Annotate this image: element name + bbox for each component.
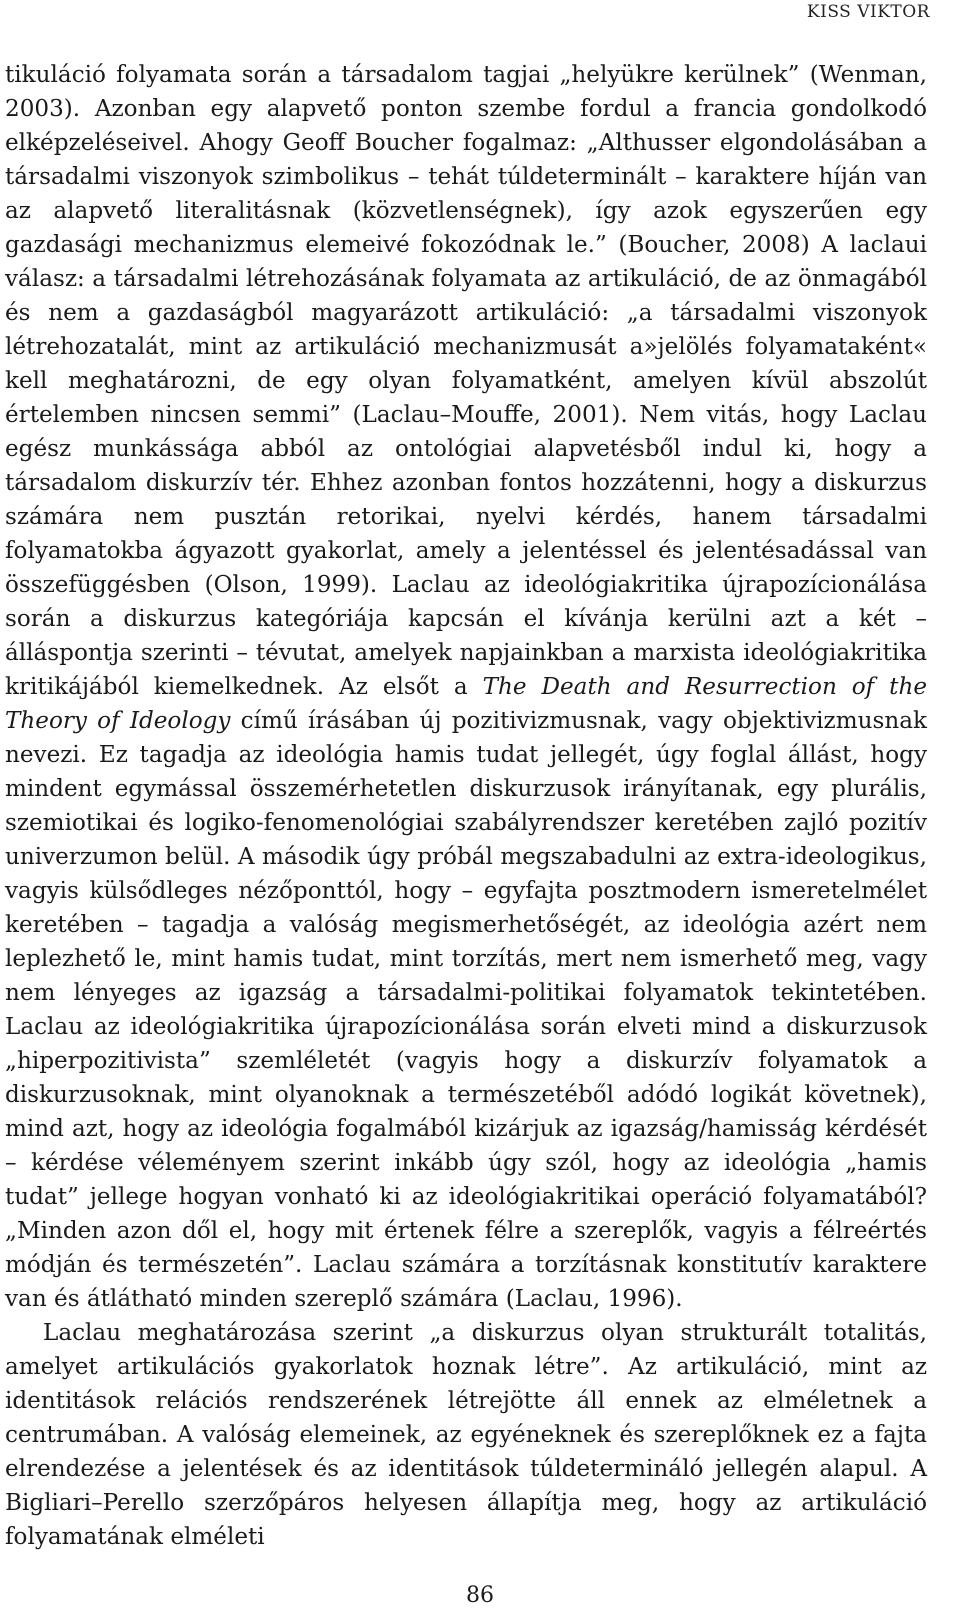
paragraph-1-part-1: tikuláció folyamata során a társadalom tagjai „helyükre kerülnek” (Wenman, 2003). Azonban egy alapvető ponton szembe fordul a francia gondolkodó elképzeléseivel. Ahogy Geoff Boucher fogalmaz: „Althusser elgondolásában a társadalmi viszonyok szimbolikus – tehát túldeterminált – karaktere híján van az alapvető literalitásnak (közvetlenségnek), így azok egyszerűen egy gazdasági mechanizmus elemeivé fokozódnak le.” (Boucher, 2008) A laclaui válasz: a társadalmi létrehozásának folyamata az artikuláció, de az önmagából és nem a gazdaságból magyarázott artikuláció: „a társadalmi viszonyok létrehozatalát, mint az artikuláció mechanizmusát a»jelölés folyamataként« kell meghatározni, de egy olyan folyamatként, amelyen kívül abszolút értelemben nincsen semmi” (Laclau–Mouffe, 2001). Nem vitás, hogy Laclau egész munkássága abból az ontológiai alapvetésből indul ki, hogy a társadalom diskurzív tér. Ehhez azonban fontos hozzátenni, hogy a diskurzus számára nem pusztán retorikai, nyelvi kérdés, hanem társadalmi folyamatokba ágyazott gyakorlat, amely a jelentéssel és jelentésadással van összefüggésben (Olson, 1999). Laclau az ideológiakritika újrapozícionálása során a diskurzus kategóriája kapcsán el kívánja kerülni azt a két – álláspontja szerinti – tévutat, amelyek napjainkban a marxista ideológiakritika kritikájából kiemelkednek. Az elsőt a	[5, 62, 927, 700]
italic-book-title: The Death and Resurrection of the Theory of Ideology	[5, 674, 927, 734]
page-number: 86	[466, 1583, 494, 1608]
paragraph-2: Laclau meghatározása szerint „a diskurzus olyan strukturált totalitás, amelyet artikulációs gyakorlatok hoznak létre”. Az artikuláció, mint az identitások relációs rendszerének létrejötte áll ennek az elméletnek a centrumában. A valóság elemeinek, az egyéneknek és szereplőknek ez a fajta elrendezése a jelentések és az identitások túldetermináló jellegén alapul. A Bigliari–Perello szerzőpáros helyesen állapítja meg, hogy az artikuláció folyamatának elméleti	[5, 1320, 927, 1550]
paragraph-1-part-2: című írásában új pozitivizmusnak, vagy objektivizmusnak nevezi. Ez tagadja az ideológia hamis tudat jellegét, úgy foglal állást, hogy mindent egymással összemérhetetlen diskurzusok irányítanak, egy plurális, szemiotikai és logiko-fenomenológiai szabályrendszer keretében zajló pozitív univerzumon belül. A második úgy próbál megszabadulni az extra-ideologikus, vagyis külsődleges nézőponttól, hogy – egyfajta posztmodern ismeretelmélet keretében – tagadja a valóság megismerhetőségét, az ideológia azért nem leplezhető le, mint hamis tudat, mint torzítás, mert nem ismerhető meg, vagy nem lényeges az igazság a társadalmi-politikai folyamatok tekintetében. Laclau az ideológiakritika újrapozícionálása során elveti mind a diskurzusok „hiperpozitivista” szemléletét (vagyis hogy a diskurzív folyamatok a diskurzusoknak, mint olyanoknak a természetéből adódó logikát követnek), mind azt, hogy az ideológia fogalmából kizárjuk az igazság/hamisság kérdését – kérdése véleményem szerint inkább úgy szól, hogy az ideológia „hamis tudat” jellege hogyan vonható ki az ideológiakritikai operáció folyamatából? „Minden azon dől el, hogy mit értenek félre a szereplők, vagyis a félreértés módján és természetén”. Laclau számára a torzításnak konstitutív karaktere van és átlátható minden szereplő számára (Laclau, 1996).	[5, 708, 927, 1312]
body-text	[5, 58, 927, 1554]
running-head: KISS VIKTOR	[806, 2, 930, 22]
paragraph-1	[5, 58, 927, 1316]
